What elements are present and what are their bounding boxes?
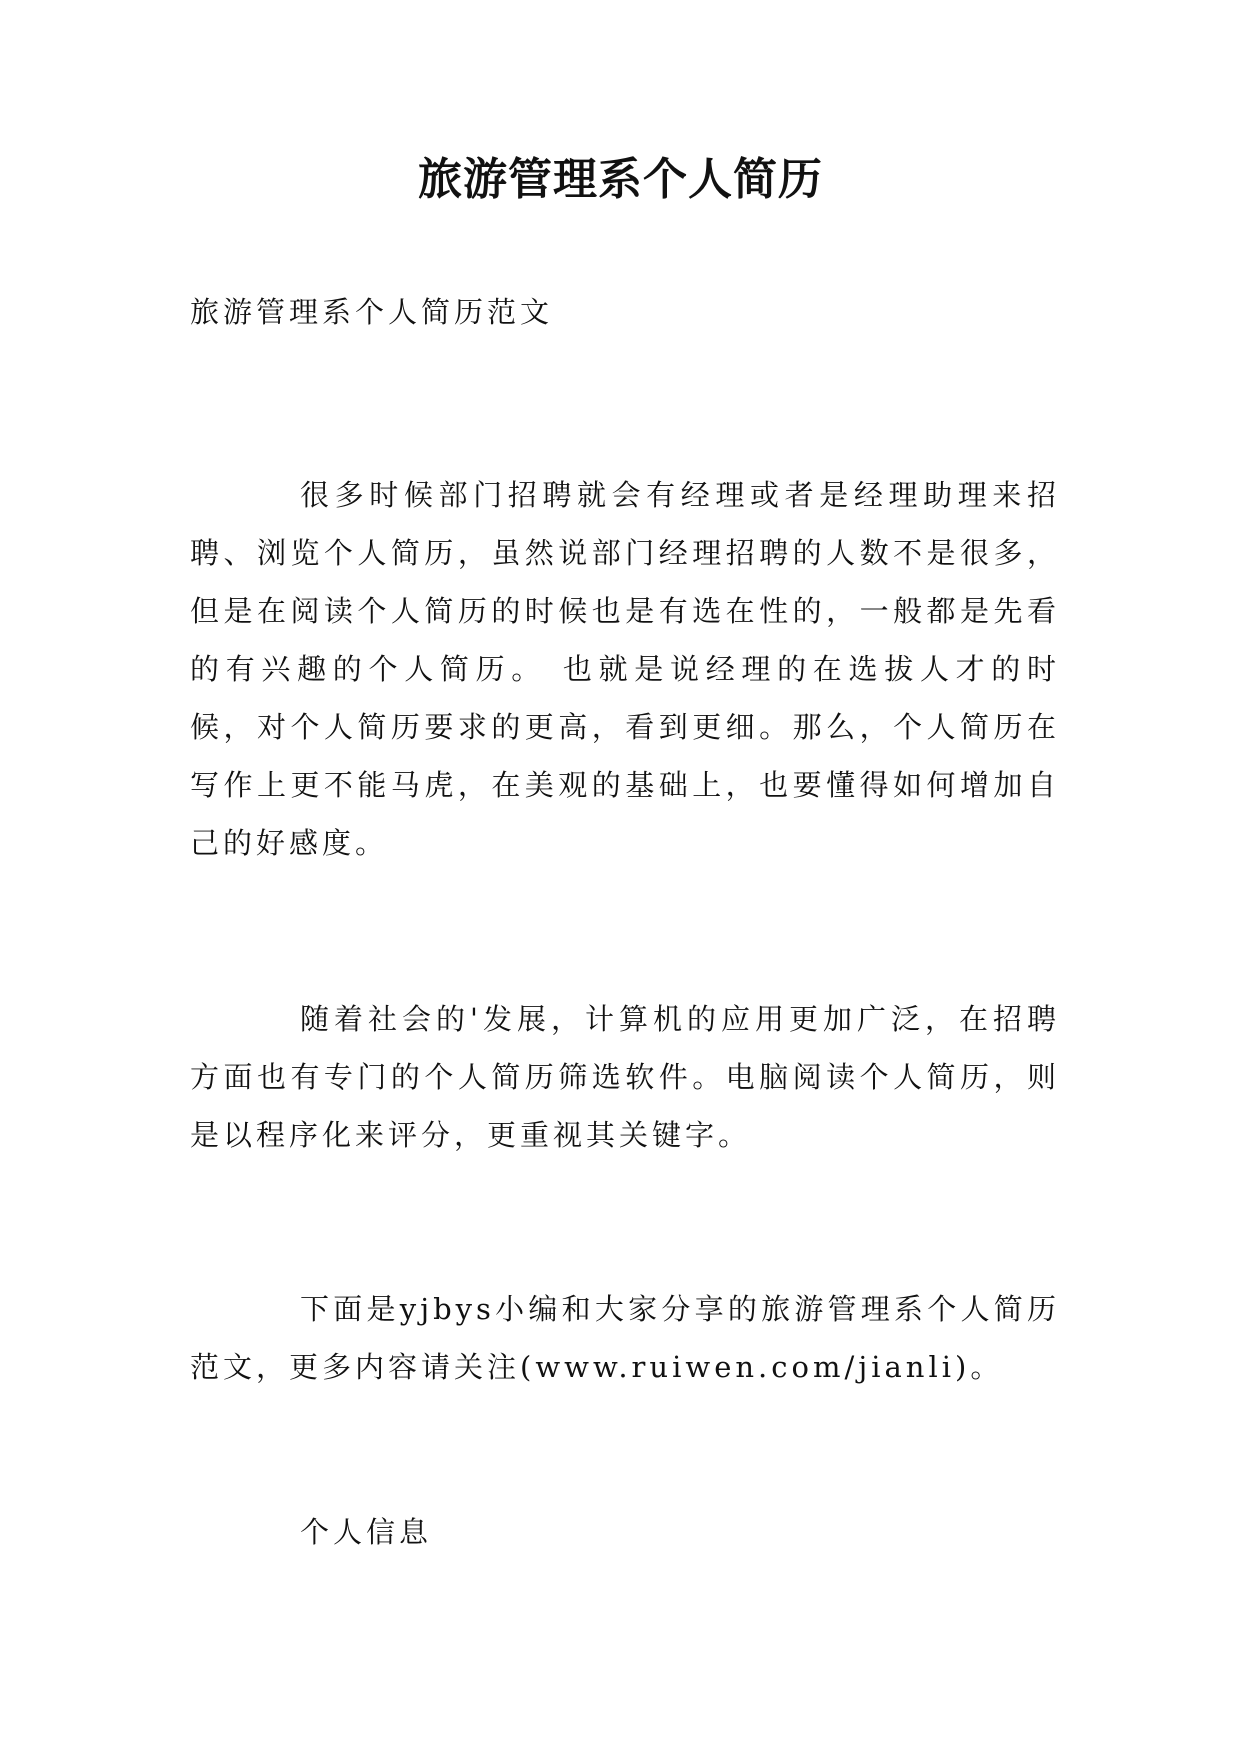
paragraph-software: 随着社会的'发展，计算机的应用更加广泛，在招聘方面也有专门的个人简历筛选软件。电脑阅读个人简历，则是以程序化来评分，更重视其关键字。 bbox=[190, 1002, 1060, 1152]
paragraph-share: 下面是yjbys小编和大家分享的旅游管理系个人简历范文，更多内容请关注(www.ruiwen.com/jianli)。 bbox=[190, 1292, 1060, 1384]
document-subtitle: 旅游管理系个人简历范文 bbox=[190, 295, 554, 329]
section-heading-personal-info: 个人信息 bbox=[300, 1515, 433, 1549]
paragraph-intro: 很多时候部门招聘就会有经理或者是经理助理来招聘、浏览个人简历，虽然说部门经理招聘的人数不是很多，但是在阅读个人简历的时候也是有选在性的，一般都是先看的有兴趣的个人简历。 也就是说经理的在选拔人才的时候，对个人简历要求的更高，看到更细。那么，个人简历在写作上更不能马虎，在美观的基础上，也要懂得如何增加自己的好感度。 bbox=[190, 478, 1060, 860]
document-title: 旅游管理系个人简历 bbox=[418, 154, 823, 205]
